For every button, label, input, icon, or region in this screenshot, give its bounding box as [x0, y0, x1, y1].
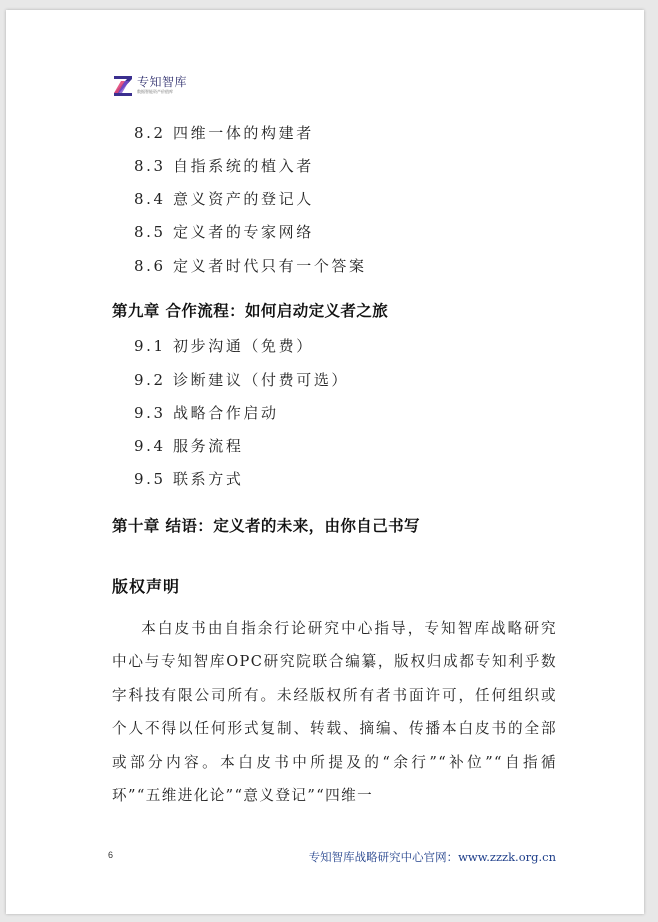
footer-website-link[interactable]: 专知智库战略研究中心官网：www.zzzk.org.cn	[308, 850, 556, 864]
toc-item[interactable]: 9.4 服务流程	[134, 437, 244, 455]
toc-chapter-10[interactable]: 第十章 结语：定义者的未来，由你自己书写	[112, 517, 420, 535]
toc-item[interactable]: 8.2 四维一体的构建者	[134, 124, 314, 142]
copyright-paragraph: 本白皮书由自指余行论研究中心指导，专知智库战略研究中心与专知智库OPC研究院联合编纂，版权归成都专知利乎数字科技有限公司所有。未经版权所有者书面许可，任何组织或个人不得以任何形式复制、转载、摘编、传播本白皮书的全部或部分内容。本白皮书中所提及的“余行”“补位”“自指循环”“五维进化论”“意义登记”“四维一	[112, 620, 557, 805]
logo-z-icon	[112, 73, 134, 97]
toc-item[interactable]: 8.5 定义者的专家网络	[134, 223, 314, 241]
toc-item[interactable]: 9.3 战略合作启动	[134, 404, 279, 422]
toc-item[interactable]: 8.6 定义者时代只有一个答案	[134, 257, 367, 275]
toc-chapter-9[interactable]: 第九章 合作流程：如何启动定义者之旅	[112, 302, 389, 320]
toc-item[interactable]: 8.3 自指系统的植入者	[134, 157, 314, 175]
logo-subtitle: 数据智能资产价值库	[137, 89, 173, 94]
toc-item[interactable]: 9.2 诊断建议（付费可选）	[134, 371, 350, 389]
page-number: 6	[108, 850, 114, 860]
document-page	[6, 10, 644, 914]
logo	[112, 68, 187, 102]
toc-item[interactable]: 9.1 初步沟通（免费）	[134, 337, 314, 355]
toc-item[interactable]: 8.4 意义资产的登记人	[134, 190, 314, 208]
logo-title: 专知智库	[137, 75, 188, 89]
toc-item[interactable]: 9.5 联系方式	[134, 470, 244, 488]
copyright-title: 版权声明	[112, 577, 181, 596]
